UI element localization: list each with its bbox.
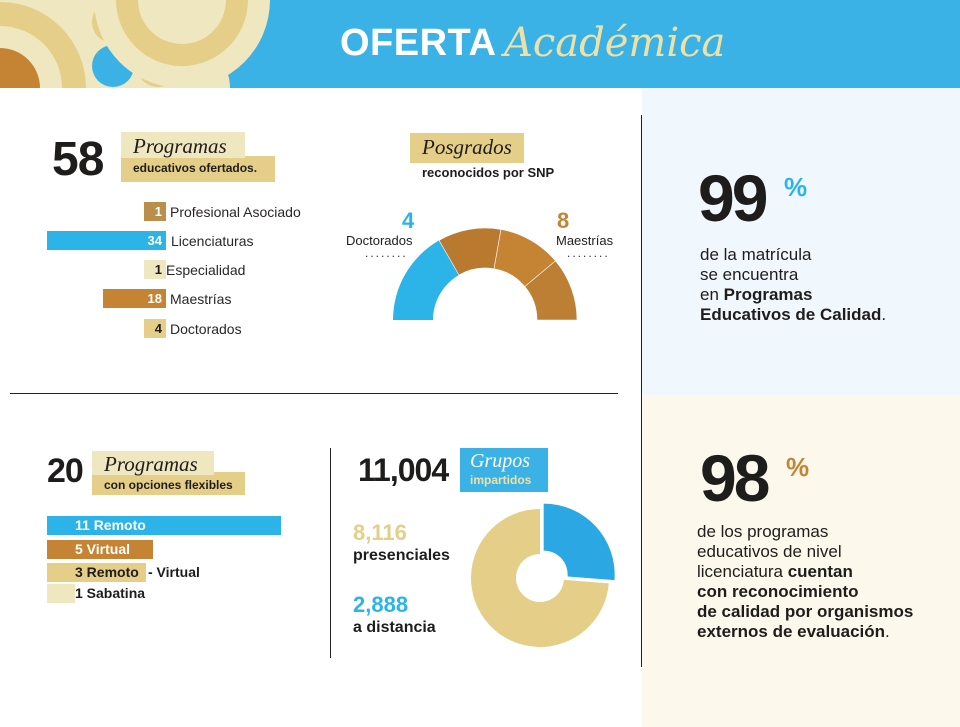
programas-total: 58 — [52, 133, 104, 186]
stat-98-line3-pre: licenciatura — [697, 562, 788, 581]
flex-bar-3-suffix: - Virtual — [148, 564, 200, 580]
flex-bar-2: 5 Virtual — [47, 540, 153, 559]
doctorados-value: 4 — [402, 208, 415, 233]
programas-label-sub: educativos ofertados. — [133, 161, 258, 175]
bar-2 — [47, 231, 166, 250]
slice-a-distancia — [544, 504, 615, 581]
stat-99-line3-pre: en — [700, 285, 724, 304]
bar-5 — [144, 319, 166, 338]
flexibles-total: 20 — [47, 452, 83, 490]
grupos-label-script: Grupos — [470, 450, 531, 472]
divider-horizontal — [10, 393, 618, 394]
bar-category-label: Especialidad — [166, 262, 246, 278]
stat-99-text — [700, 245, 886, 325]
stat-99-percent: % — [784, 172, 808, 202]
grupos-label-sub: impartidos — [470, 473, 532, 487]
bar-category-label: Doctorados — [170, 321, 242, 337]
stat-panel-99 — [642, 88, 960, 395]
stat-98-line1: de los programas — [697, 522, 829, 541]
stat-99-line3-bold: Programas — [723, 285, 813, 304]
flex-bar-4: 1 Sabatina — [47, 584, 75, 603]
stat-99-line4-bold: Educativos de Calidad — [700, 305, 882, 324]
grupos-total: 11,004 — [358, 452, 449, 488]
stat-98-line6-bold: externos de evaluación — [697, 622, 886, 641]
distancia-value: 2,888 — [353, 592, 409, 617]
posgrados-label-sub: reconocidos por SNP — [422, 165, 555, 180]
stat-99-line1: de la matrícula — [700, 245, 812, 264]
stat-98-percent: % — [786, 452, 810, 482]
bar-1 — [144, 202, 166, 221]
posgrados-label-script: Posgrados — [422, 135, 512, 159]
stat-98-text — [697, 522, 913, 642]
flex-bar-3: 3 Remoto — [47, 563, 146, 582]
doctorados-leader: ........ — [365, 246, 408, 260]
presenciales-label: presenciales — [353, 547, 450, 564]
stat-98-value: 98 — [700, 441, 768, 515]
bar-4 — [103, 289, 166, 308]
grupos-donut-chart — [460, 497, 630, 657]
bar-category-label: Maestrías — [170, 291, 232, 307]
stat-98-line6-post: . — [885, 622, 890, 641]
maestrias-leader: ........ — [567, 246, 610, 260]
bar-3 — [144, 260, 166, 279]
bar-value: 18 — [147, 291, 162, 306]
maestrias-label: Maestrías — [556, 233, 614, 248]
flex-bar-1: 11 Remoto — [47, 516, 281, 535]
bar-value: 4 — [154, 321, 162, 336]
stat-98-line4-bold: con reconocimiento — [697, 582, 859, 601]
bar-value: 1 — [154, 204, 162, 219]
distancia-label: a distancia — [353, 619, 436, 636]
stat-99-value: 99 — [698, 161, 766, 235]
flexibles-label-script: Programas — [104, 452, 198, 476]
stat-98-line5-bold: de calidad por organismos — [697, 602, 914, 621]
divider-vertical-right — [641, 115, 642, 667]
page-title: OFERTA — [340, 22, 497, 64]
bar-category-label: Licenciaturas — [171, 233, 254, 249]
stat-98-line3-bold: cuentan — [787, 562, 853, 581]
bar-category-label: Profesional Asociado — [170, 204, 301, 220]
flexibles-label-sub: con opciones flexibles — [104, 478, 233, 492]
bar-value: 34 — [147, 233, 162, 248]
stat-99-line4-post: . — [881, 305, 887, 324]
doctorados-label: Doctorados — [346, 233, 413, 248]
page-title-script: Académica — [504, 20, 726, 66]
decorative-pattern — [0, 0, 280, 88]
maestrias-value: 8 — [557, 208, 570, 233]
divider-vertical-bottom — [330, 448, 331, 658]
stat-98-line2: educativos de nivel — [697, 542, 842, 561]
presenciales-value: 8,116 — [353, 520, 407, 545]
bar-value: 1 — [154, 262, 162, 277]
programas-label-script: Programas — [133, 134, 227, 158]
stat-99-line2: se encuentra — [700, 265, 799, 284]
